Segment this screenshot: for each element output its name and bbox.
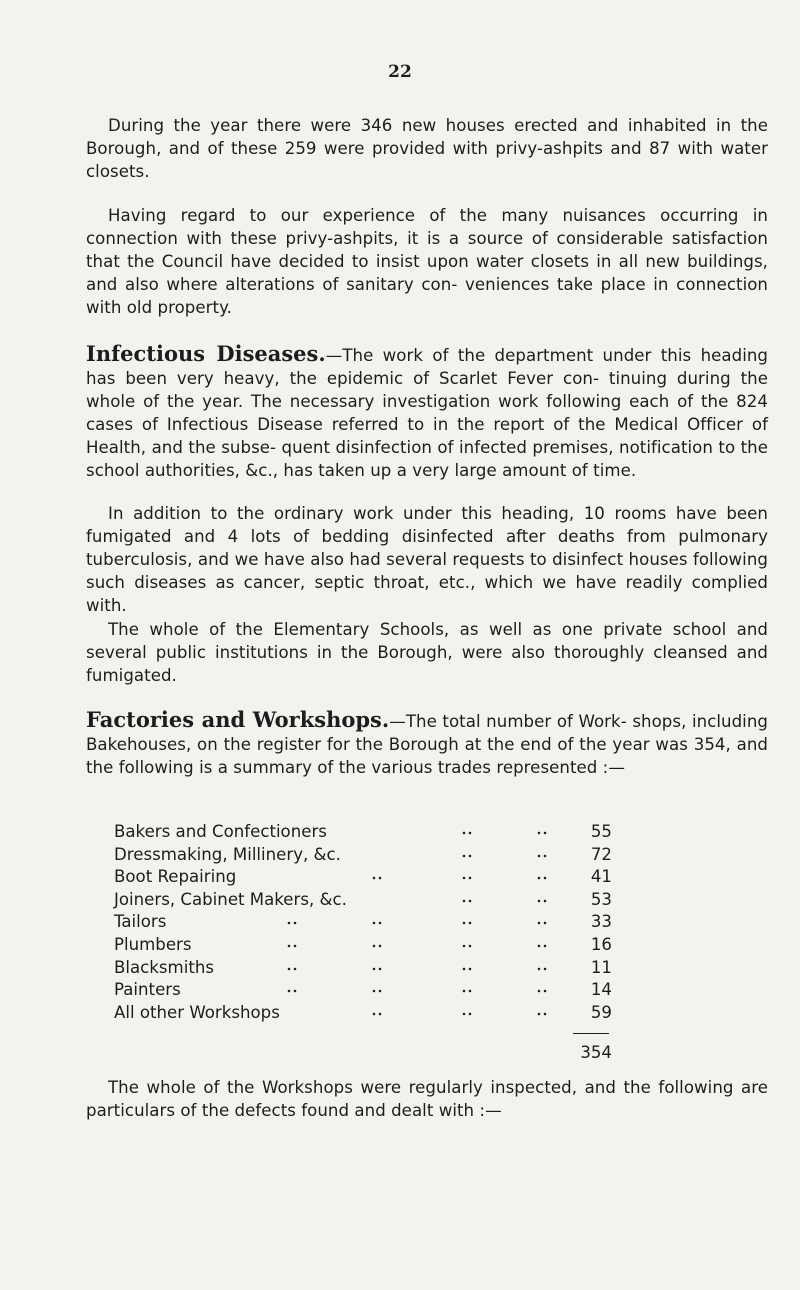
leader-dots (461, 828, 473, 838)
leader-dots (536, 918, 548, 928)
trade-name: Boot Repairing (114, 867, 237, 887)
trade-count: 16 (590, 934, 612, 954)
trade-count: 72 (590, 844, 612, 864)
leader-dots (286, 918, 298, 928)
trade-name: Bakers and Confectioners (114, 822, 327, 841)
leader-dots (461, 851, 473, 861)
trade-name: Plumbers (114, 934, 192, 954)
leader-dots (371, 941, 383, 951)
heading-factories-workshops: Factories and Workshops. (86, 707, 390, 732)
leader-dots (371, 873, 383, 883)
trade-count: 11 (590, 957, 612, 977)
paragraph-fumigation: In addition to the ordinary work under this heading, 10 rooms have been fumigated and 4 lots of bedding disinfected after deaths from pulmonary tuberculosis, and we have also had several requests to disinfect houses following such diseases as cancer, septic throat, etc., which we have readily complied with. (86, 504, 768, 615)
leader-dots (461, 918, 473, 928)
leader-dots (536, 828, 548, 838)
trade-name: Joiners, Cabinet Makers, &c. (114, 889, 347, 909)
leader-dots (286, 964, 298, 974)
page-number: 22 (388, 62, 412, 82)
leader-dots (536, 896, 548, 906)
paragraph-nuisances: Having regard to our experience of the many nuisances occurring in connection with these privy-ashpits, it is a source of considerable satisfaction that the Council have decided to insist upon water closets in all new buildings, and also where alterations of sanitary con- veniences take place in connection with old property. (86, 206, 768, 317)
leader-dots (371, 918, 383, 928)
leader-dots (286, 941, 298, 951)
trade-count: 14 (590, 980, 612, 1000)
leader-dots (536, 1009, 548, 1019)
leader-dots (461, 896, 473, 906)
trade-count: 33 (590, 912, 612, 932)
leader-dots (536, 964, 548, 974)
trade-name: Dressmaking, Millinery, &c. (114, 844, 341, 864)
paragraph-infectious-diseases (86, 342, 768, 482)
paragraph-factories-workshops (86, 708, 768, 779)
leader-dots (371, 1009, 383, 1019)
trade-count: 59 (590, 1002, 612, 1022)
paragraph-schools: The whole of the Elementary Schools, as well as one private school and several public institutions in the Borough, were also thoroughly cleansed and fumigated. (86, 620, 768, 685)
leader-dots (536, 941, 548, 951)
heading-infectious-diseases: Infectious Diseases. (86, 341, 326, 366)
total-divider-rule (573, 1033, 609, 1034)
trades-total: 354 (580, 1043, 612, 1062)
factories-workshops-text: —The total number of Work- shops, including Bakehouses, on the register for the Borough at the end of the year was 354, and the following is a summary of the various trades represented :— (86, 712, 768, 777)
leader-dots (536, 873, 548, 883)
trade-name: Painters (114, 980, 181, 1000)
trade-count: 55 (590, 822, 612, 841)
leader-dots (461, 986, 473, 996)
leader-dots (461, 964, 473, 974)
trade-name: Tailors (114, 912, 167, 932)
leader-dots (371, 964, 383, 974)
leader-dots (536, 986, 548, 996)
leader-dots (371, 986, 383, 996)
trade-count: 41 (590, 867, 612, 887)
leader-dots (461, 941, 473, 951)
paragraph-new-houses: During the year there were 346 new houses erected and inhabited in the Borough, and of these 259 were provided with privy-ashpits and 87 with water closets. (86, 116, 768, 181)
trade-count: 53 (590, 889, 612, 909)
leader-dots (461, 873, 473, 883)
leader-dots (536, 851, 548, 861)
paragraph-closing: The whole of the Workshops were regularly inspected, and the following are particulars of the defects found and dealt with :— (86, 1078, 768, 1120)
leader-dots (461, 1009, 473, 1019)
trade-name: All other Workshops (114, 1002, 280, 1022)
leader-dots (286, 986, 298, 996)
trade-name: Blacksmiths (114, 957, 214, 977)
infectious-diseases-text: —The work of the department under this heading has been very heavy, the epidemic of Scarlet Fever con- tinuing during the whole of the year. The necessary investigation work following each of the 824 cases of Infectious Disease referred to in the report of the Medical Officer of Health, and the subse- quent disinfection of infected premises, notification to the school authorities, &c., has taken up a very large amount of time. (86, 346, 769, 480)
